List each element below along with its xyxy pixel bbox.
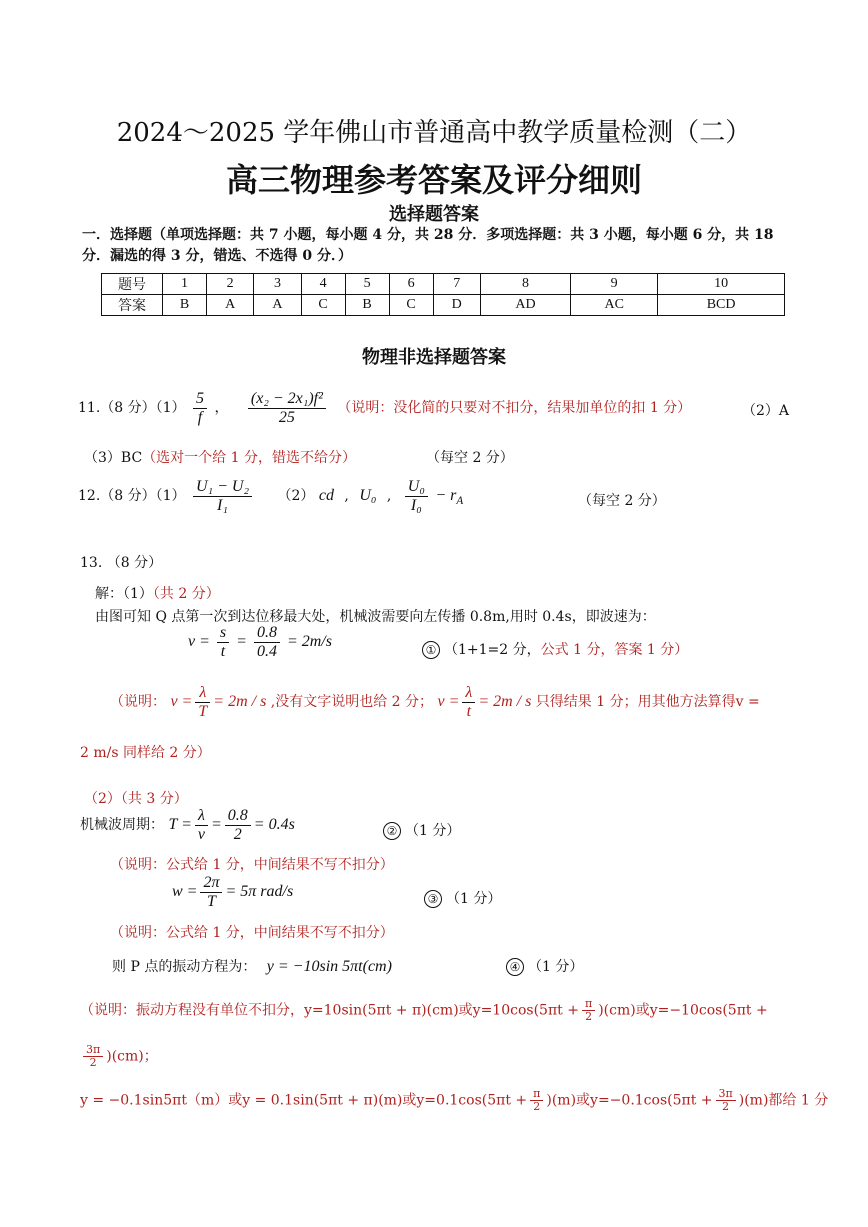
answer-cell: C: [389, 295, 433, 316]
q12-f1-num: U₁ − U₂: [193, 478, 252, 497]
q11-note: （说明：没化简的只要对不扣分，结果加单位的扣 1 分）: [337, 400, 692, 417]
q11-f1-num: 5: [193, 390, 207, 409]
answer-cell: AC: [571, 295, 658, 316]
question-number: 4: [301, 274, 345, 295]
q13-note5: y = −0.1sin5πt（m）或y = 0.1sin(5πt + π)(m)或y=0.1cos(5πt + $\frac{\pi}{2}$ )(m)或y=−0.1cos(5πt + $\frac{3\pi}{2}$ )(m)都给 1 分: [80, 1087, 829, 1114]
table-row: [102, 274, 785, 295]
q12-fraction-1: [193, 478, 252, 514]
answer-cell: B: [345, 295, 389, 316]
q13-eq1-score: ① （1+1=2 分，公式 1 分，答案 1 分）: [422, 639, 688, 659]
question-number: 9: [571, 274, 658, 295]
marker-2: ②: [383, 822, 401, 840]
q12-sep: ,: [344, 488, 349, 505]
q12-score: （每空 2 分）: [578, 493, 666, 509]
q11-part3: （3）BC: [84, 450, 143, 466]
q13-title: 13. （8 分）: [80, 555, 163, 571]
mc-intro-line2: 分．漏选的得 3 分，错选、不选得 0 分．）: [82, 248, 352, 264]
q11-comma: ，: [214, 400, 229, 417]
answer-cell: A: [206, 295, 253, 316]
q13-sol1-text: 由图可知 Q 点第一次到达位移最大处，机械波需要向左传播 0.8m,用时 0.4s，即波速为：: [95, 609, 656, 625]
answer-cell: BCD: [658, 295, 785, 316]
q11-line2: [84, 447, 356, 467]
marker-3: ③: [424, 890, 442, 908]
answer-cell: AD: [480, 295, 570, 316]
q13-eqP: 则 P 点的振动方程为： y = −10sin 5πt(cm): [112, 958, 392, 975]
answer-cell: C: [301, 295, 345, 316]
q13-period-score: ② （1 分）: [383, 820, 460, 840]
question-number: 5: [345, 274, 389, 295]
question-number: 2: [206, 274, 253, 295]
q12-sep: ,: [386, 488, 392, 505]
q11-part3-note: （选对一个给 1 分，错选不给分）: [142, 450, 356, 466]
q13-period: 机械波周期： T = $\frac{\lambda}{v}$ = $\frac{0.8}{2}$ = 0.4s: [80, 807, 295, 843]
question-number: 3: [254, 274, 301, 295]
q12-line: [78, 478, 463, 514]
marker-1: ①: [422, 641, 440, 659]
answer-cell: A: [254, 295, 301, 316]
q12-f2-num: U₀: [405, 478, 428, 497]
q13-sol1-label: 解：（1）（共 2 分）: [95, 586, 220, 602]
q13-note1-cont: 2 m/s 同样给 2 分）: [80, 745, 211, 761]
exam-title: 2024～2025 学年佛山市普通高中教学质量检测（二）: [116, 118, 752, 148]
q11-fraction-2: [248, 390, 326, 426]
q13-omega-score: ③ （1 分）: [424, 888, 501, 908]
q12-cd: cd: [318, 487, 334, 505]
q11-f2-num: (x₂ − 2x₁)f²: [248, 390, 326, 409]
question-number: 10: [658, 274, 785, 295]
marker-4: ④: [506, 958, 524, 976]
q13-note3: （说明：公式给 1 分，中间结果不写不扣分）: [110, 925, 394, 941]
q13-note1: （说明： v = $\frac{\lambda}{T}$ = 2m / s ,没有文字说明也给 2 分； v = $\frac{\lambda}{t}$ = 2m / s 只得结果 1 分；用其他方法算得v =: [110, 684, 760, 720]
q13-note4: （说明：振动方程没有单位不扣分，y=10sin(5πt + π)(cm)或y=10cos(5πt + $\frac{\pi}{2}$ )(cm)或y=−10cos(5πt +: [80, 997, 768, 1024]
question-number: 6: [389, 274, 433, 295]
mc-heading: 选择题答案: [389, 204, 479, 225]
question-number: 1: [163, 274, 207, 295]
q13-note2: （说明：公式给 1 分，中间结果不写不扣分）: [110, 857, 394, 873]
q11-fraction-1: [193, 390, 207, 426]
page-title: 高三物理参考答案及评分细则: [225, 161, 642, 199]
q12-f1-den: I₁: [217, 496, 228, 514]
row-label: 题号: [102, 274, 163, 295]
q13-eqP-score: ④ （1 分）: [506, 956, 583, 976]
q13-part2-label: （2）（共 3 分）: [84, 791, 188, 807]
table-row: [102, 295, 785, 316]
q12-prefix: 12.（8 分）（1）: [78, 488, 186, 505]
q11-f1-den: f: [197, 408, 203, 426]
q13-note4-cont: $\frac{3\pi}{2}$ )(cm)；: [80, 1044, 158, 1069]
q11-score: （每空 2 分）: [426, 450, 514, 466]
q12-fraction-2: [405, 478, 428, 514]
mc-intro-line1: 一．选择题（单项选择题：共 7 小题，每小题 4 分，共 28 分．多项选择题：共 3 小题，每小题 6 分，共 18: [82, 227, 774, 243]
answer-cell: B: [163, 295, 207, 316]
nonmc-heading: 物理非选择题答案: [362, 347, 506, 368]
q12-f2-den: I₀: [410, 496, 422, 514]
q13-omega: w = $\frac{2\pi}{T}$ = 5π rad/s: [172, 874, 294, 910]
question-number: 8: [480, 274, 570, 295]
q11-line1: [78, 390, 691, 426]
q11-f2-den: 25: [278, 408, 295, 426]
q12-part2: （2）: [277, 488, 315, 505]
answer-table: [101, 273, 785, 316]
q11-prefix: 11.（8 分）（1）: [78, 400, 186, 417]
q13-eq1: v = $\frac{s}{t}$ = $\frac{0.8}{0.4}$ = 2m/s: [188, 624, 332, 660]
q12-u0: U₀: [359, 487, 377, 505]
question-number: 7: [433, 274, 480, 295]
row-label: 答案: [102, 295, 163, 316]
q11-part2: （2）A: [742, 403, 790, 419]
q12-f2-tail: − $r_A$: [435, 487, 464, 508]
answer-cell: D: [433, 295, 480, 316]
